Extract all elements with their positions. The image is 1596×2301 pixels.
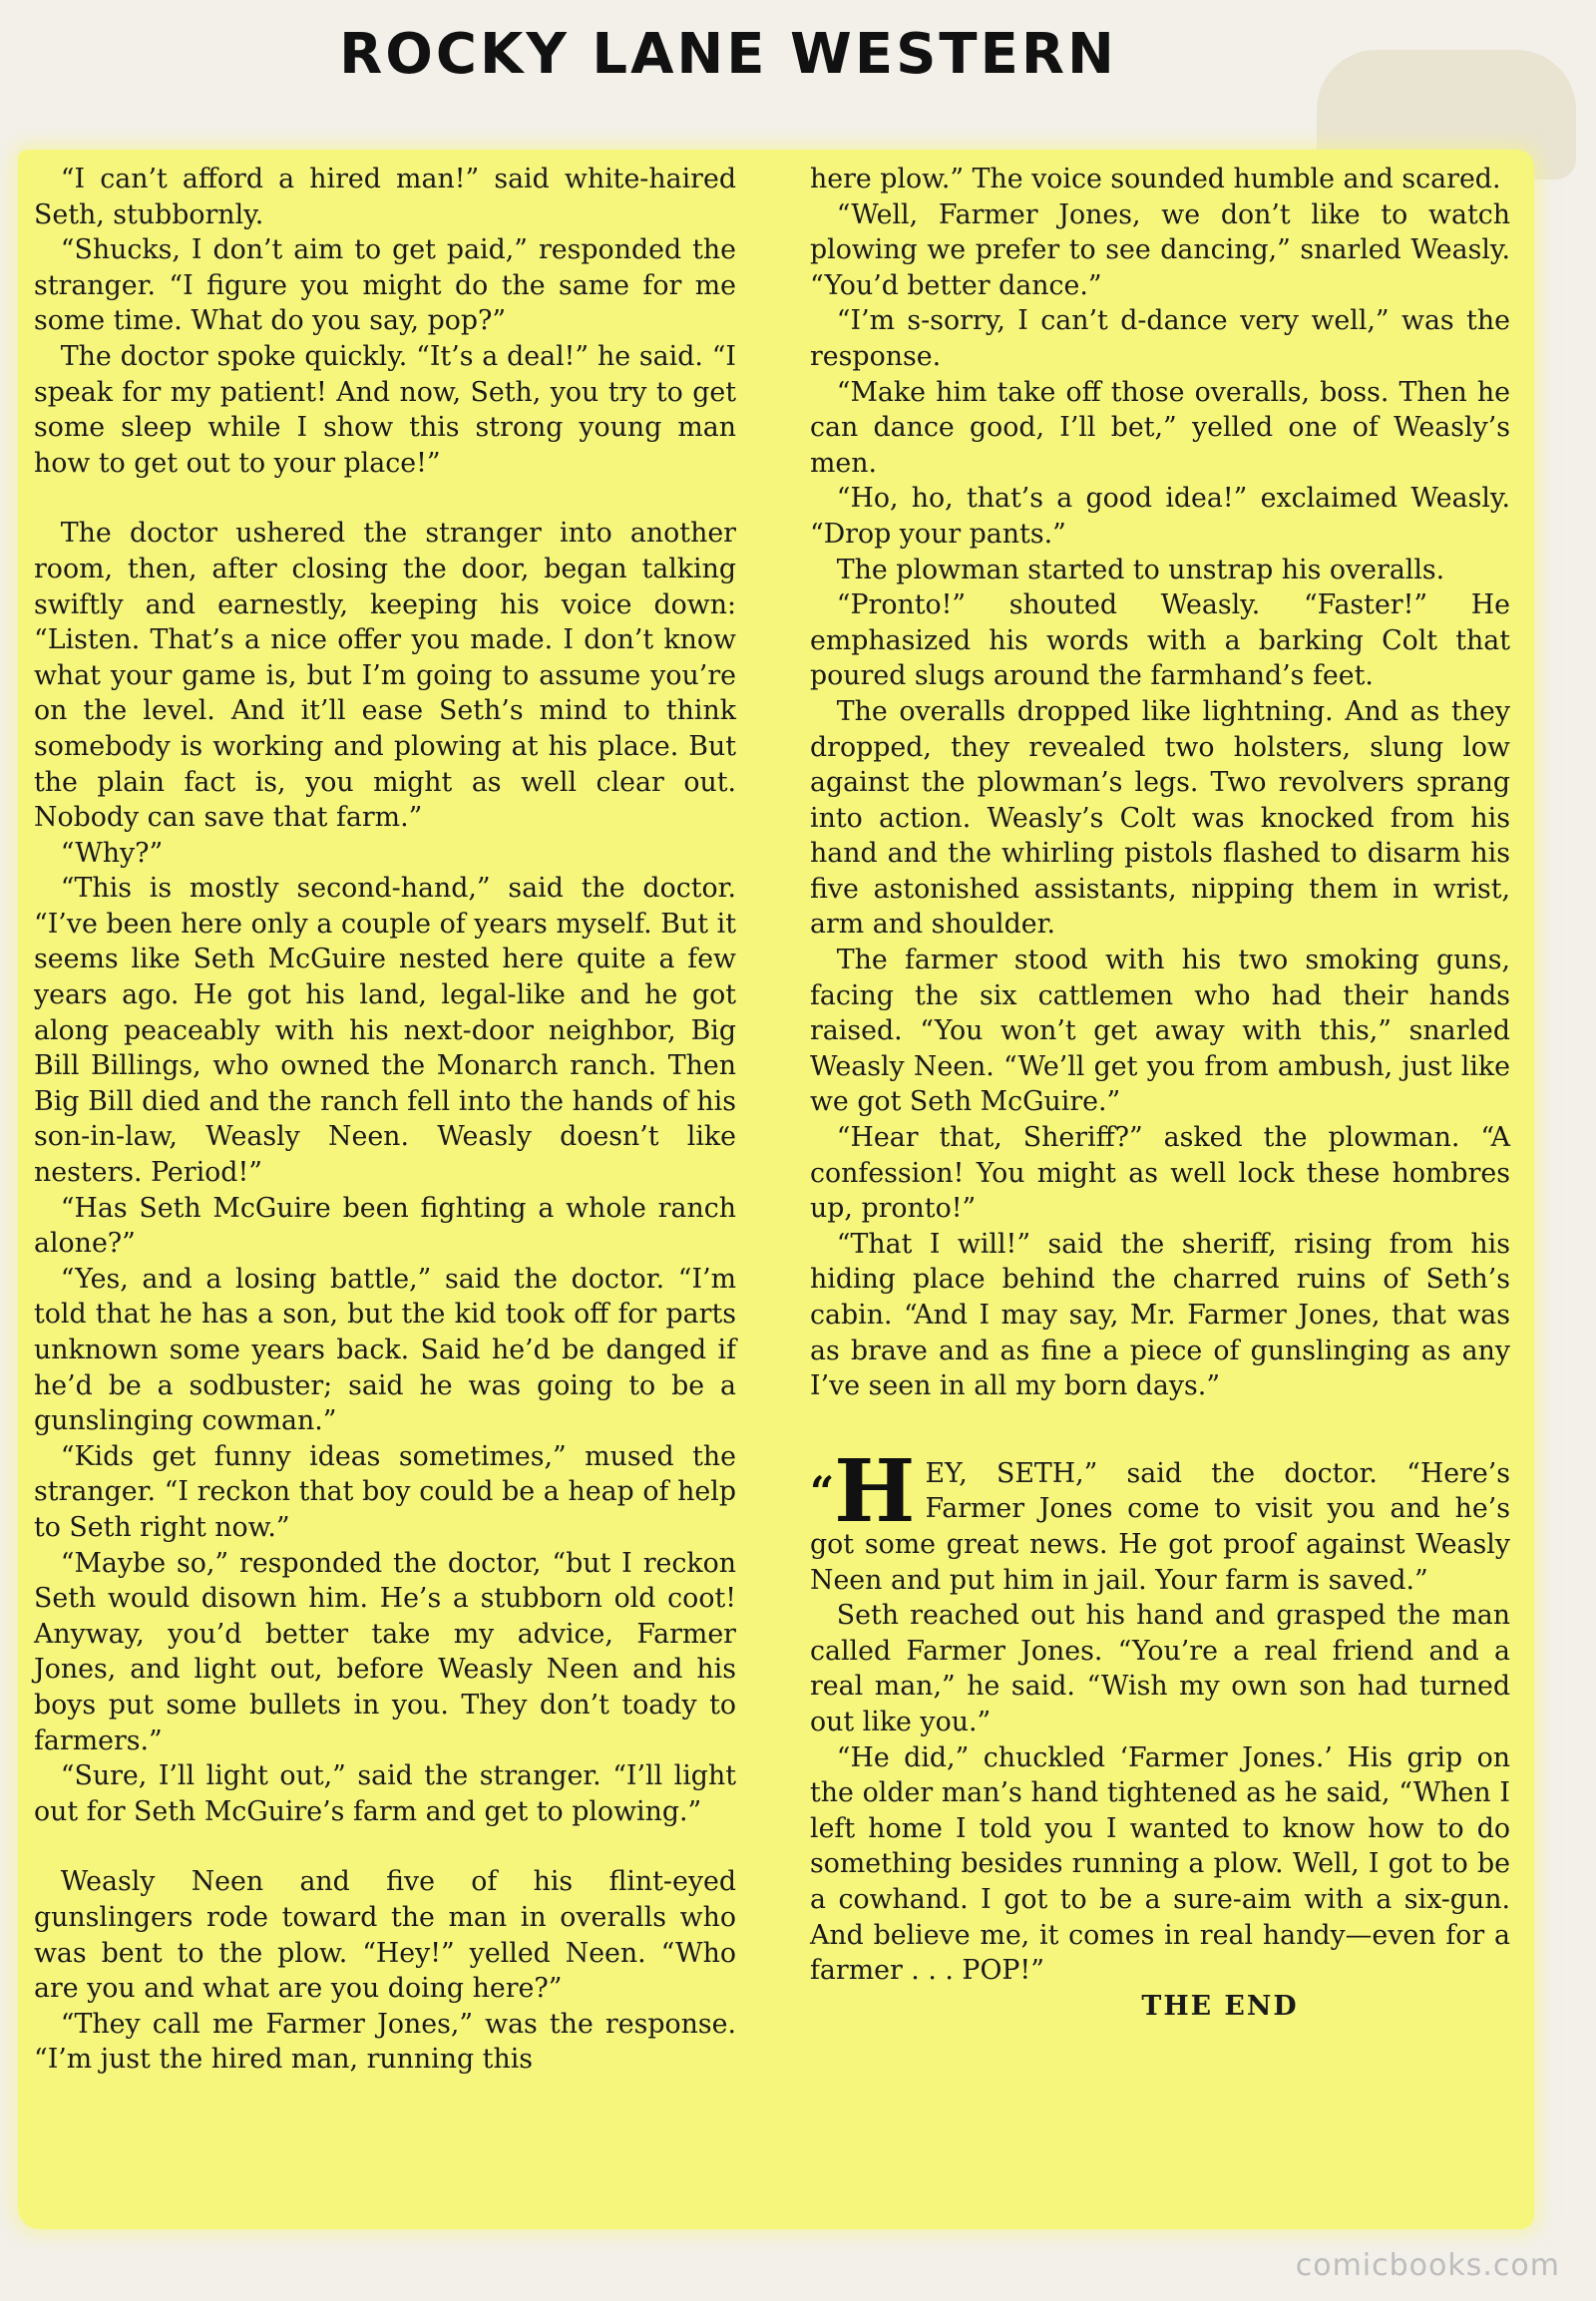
paragraph: The doctor ushered the stranger into another room, then, after closing the door, began talking swiftly and earnestly, keeping his voice down: “Listen. That’s a nice offer you made. I don’t know what your game is, but I’m going to assume you’re on the level. And it’ll ease Seth’s mind to think somebody is working and plowing at his place. But the plain fact is, you might as well clear out. Nobody can save that farm.”	[34, 518, 736, 834]
paragraph: “This is mostly second-hand,” said the doctor. “I’ve been here only a couple of years myself. But it seems like Seth McGuire nested here quite a few years ago. He got his land, legal-like and he got along peaceably with his next-door neighbor, Big Bill Billings, who owned the Monarch ranch. Then Big Bill died and the ranch fell into the hands of his son-in-law, Weasly Neen. Weasly doesn’t like nesters. Period!”	[34, 873, 736, 1189]
paragraph: Seth reached out his hand and grasped the man called Farmer Jones. “You’re a real friend and a real man,” he said. “Wish my own son had turned out like you.”	[810, 1600, 1510, 1737]
paragraph: “They call me Farmer Jones,” was the response. “I’m just the hired man, running this	[34, 2008, 736, 2076]
paragraph: The doctor spoke quickly. “It’s a deal!” he said. “I speak for my patient! And now, Seth, you try to get some sleep while I show this strong young man how to get out to your place!”	[34, 340, 736, 479]
paragraph: “I’m s-sorry, I can’t d-dance very well,” was the response.	[810, 305, 1510, 372]
paragraph: The farmer stood with his two smoking guns, facing the six cattlemen who had their hands raised. “You won’t get away with this,” snarled Weasly Neen. “We’ll get you from ambush, just like we got Seth McGuire.”	[810, 945, 1510, 1118]
paragraph: “Make him take off those overalls, boss. Then he can dance good, I’ll bet,” yelled one of Weasly’s men.	[810, 376, 1510, 479]
paragraph: here plow.” The voice sounded humble and scared.	[810, 164, 1501, 194]
paragraph: “Shucks, I don’t aim to get paid,” responded the stranger. “I figure you might do the same for me some time. What do you say, pop?”	[34, 234, 736, 337]
paragraph: “Well, Farmer Jones, we don’t like to watch plowing we prefer to see dancing,” snarled Weasly. “You’d better dance.”	[810, 198, 1510, 301]
final-section-first-paragraph	[810, 1440, 1510, 1598]
paragraph: “Pronto!” shouted Weasly. “Faster!” He emphasized his words with a barking Colt that poured slugs around the farmhand’s feet.	[810, 589, 1510, 692]
watermark: comicbooks.com	[1295, 2248, 1560, 2283]
paragraph: “Ho, ho, that’s a good idea!” exclaimed Weasly. “Drop your pants.”	[810, 483, 1510, 550]
paragraph: The overalls dropped like lightning. And as they dropped, they revealed two holsters, slung low against the plowman’s legs. Two revolvers sprang into action. Weasly’s Colt was knocked from his hand and the whirling pistols flashed to disarm his five astonished assistants, nipping them in wrist, arm and shoulder.	[810, 695, 1510, 941]
paragraph: “That I will!” said the sheriff, rising from his hiding place behind the charred ruins of Seth’s cabin. “And I may say, Mr. Farmer Jones, that was as brave and as fine a piece of gunslinging as any I’ve seen in all my born days.”	[810, 1228, 1510, 1402]
paragraph: “Kids get funny ideas sometimes,” mused the stranger. “I reckon that boy could be a heap of help to Seth right now.”	[34, 1440, 736, 1543]
left-column	[34, 162, 736, 2078]
paragraph: Weasly Neen and five of his flint-eyed gunslingers rode toward the man in overalls who was bent to the plow. “Hey!” yelled Neen. “Who are you and what are you doing here?”	[34, 1866, 736, 2005]
paragraph: “Yes, and a losing battle,” said the doctor. “I’m told that he has a son, but the kid took off for parts unknown some years back. Said he’d be danged if he’d be a sodbuster; said he was going to be a gunslinging cowman.”	[34, 1263, 736, 1437]
paragraph: “He did,” chuckled ‘Farmer Jones.’ His grip on the older man’s hand tightened as he said, “When I left home I told you I wanted to know how to do something besides running a plow. Well, I got to be a cowhand. I got to be a sure-aim with a six-gun. And believe me, it comes in real handy—even for a farmer . . . POP!”	[810, 1741, 1510, 1987]
paragraph: “Sure, I’ll light out,” said the stranger. “I’ll light out for Seth McGuire’s farm and get to plowing.”	[34, 1760, 736, 1827]
paragraph: The plowman started to unstrap his overalls.	[836, 554, 1445, 585]
paragraph: “Why?”	[60, 837, 164, 869]
paragraph: “Has Seth McGuire been fighting a whole ranch alone?”	[34, 1192, 736, 1260]
drop-cap: “H	[810, 1440, 916, 1542]
right-column	[810, 162, 1510, 2024]
page-title: ROCKY LANE WESTERN	[339, 22, 1117, 87]
paragraph: “Hear that, Sheriff?” asked the plowman. “A confession! You might as well lock these hombres up, pronto!”	[810, 1122, 1510, 1225]
paragraph-text: EY, SETH,” said the doctor. “Here’s Farmer Jones come to visit you and he’s got some great news. He got proof against Weasly Neen and put him in jail. Your farm is saved.”	[810, 1457, 1510, 1596]
paragraph: “I can’t afford a hired man!” said white-haired Seth, stubbornly.	[34, 164, 736, 230]
the-end-label: THE END	[1141, 1990, 1299, 2022]
paragraph: “Maybe so,” responded the doctor, “but I reckon Seth would disown him. He’s a stubborn old coot! Anyway, you’d better take my advice, Farmer Jones, and light out, before Weasly Neen and his boys put some bullets in you. They don’t toady to farmers.”	[34, 1547, 736, 1756]
